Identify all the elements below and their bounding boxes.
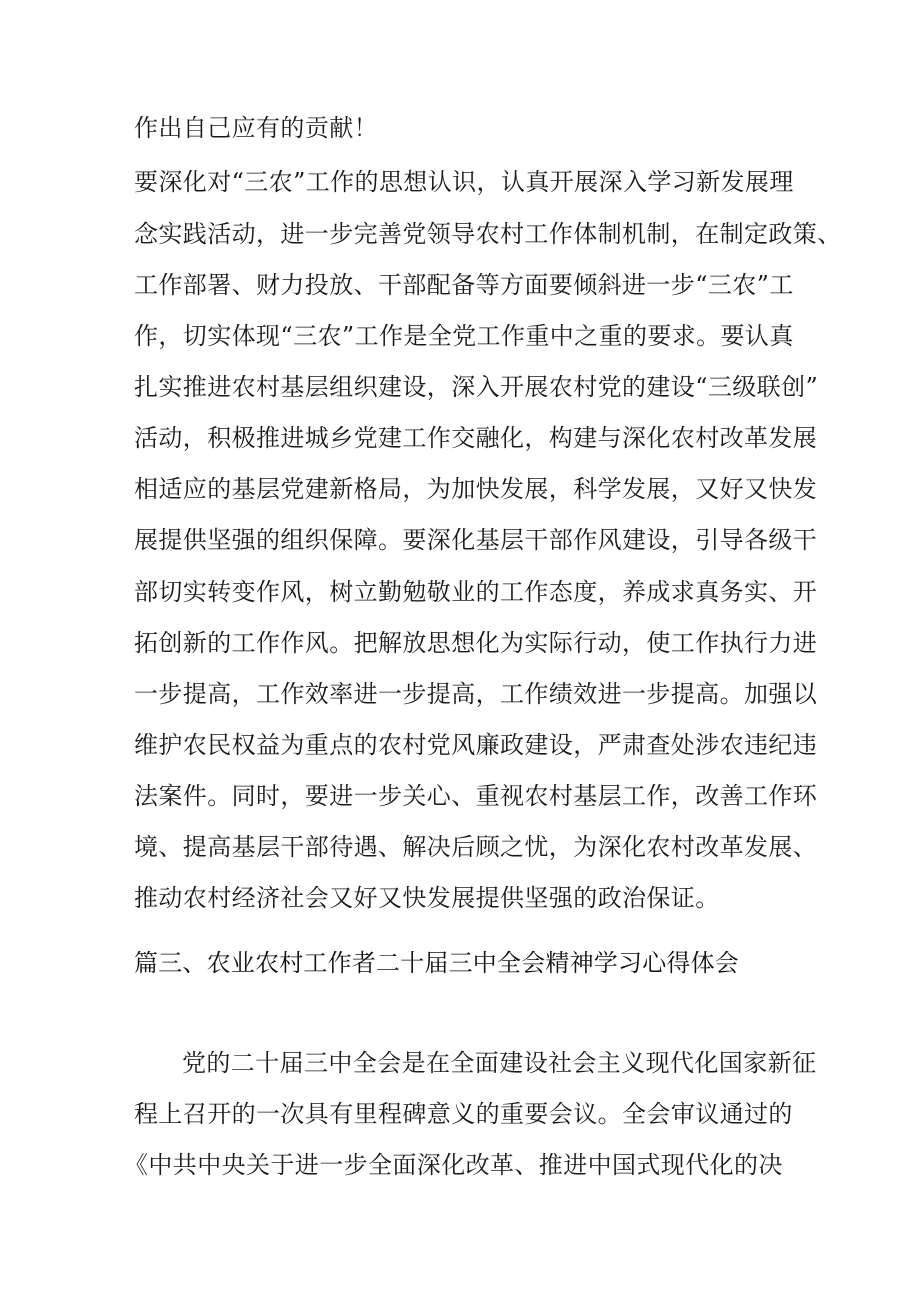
- paragraph-2-line-8: 展提供坚强的组织保障。要深化基层干部作风建设，引导各级干: [134, 526, 818, 554]
- paragraph-2-line-15: 推动农村经济社会又好又快发展提供坚强的政治保证。: [134, 884, 720, 912]
- paragraph-2-line-1: 要深化对“三农”工作的思想认识，认真开展深入学习新发展理: [134, 168, 794, 196]
- paragraph-2-line-10: 拓创新的工作作风。把解放思想化为实际行动，使工作执行力进: [134, 629, 818, 657]
- paragraph-2-line-3: 工作部署、财力投放、干部配备等方面要倾斜进一步“三农”工: [134, 271, 794, 299]
- paragraph-3-line-1: 党的二十届三中全会是在全面建设社会主义现代化国家新征: [182, 1049, 817, 1077]
- paragraph-2-line-11: 一步提高，工作效率进一步提高，工作绩效进一步提高。加强以: [134, 680, 818, 708]
- paragraph-1-line-1: 作出自己应有的贡献！: [134, 114, 378, 142]
- paragraph-2-line-12: 维护农民权益为重点的农村党风廉政建设，严肃查处涉农违纪违: [134, 731, 818, 759]
- paragraph-2-line-4: 作，切实体现“三农”工作是全党工作重中之重的要求。要认真: [134, 322, 794, 350]
- paragraph-2-line-7: 相适应的基层党建新格局，为加快发展，科学发展，又好又快发: [134, 475, 818, 503]
- paragraph-2-line-14: 境、提高基层干部待遇、解决后顾之忧，为深化农村改革发展、: [134, 833, 818, 861]
- paragraph-2-line-13: 法案件。同时，要进一步关心、重视农村基层工作，改善工作环: [134, 782, 818, 810]
- paragraph-2-line-6: 活动，积极推进城乡党建工作交融化，构建与深化农村改革发展: [134, 424, 818, 452]
- paragraph-2-line-9: 部切实转变作风，树立勤勉敬业的工作态度，养成求真务实、开: [134, 578, 818, 606]
- section-heading: 篇三、农业农村工作者二十届三中全会精神学习心得体会: [134, 949, 739, 977]
- paragraph-3-line-3: 《中共中央关于进一步全面深化改革、推进中国式现代化的决: [124, 1151, 783, 1179]
- paragraph-2-line-5: 扎实推进农村基层组织建设，深入开展农村党的建设“三级联创”: [134, 373, 819, 401]
- paragraph-2-line-2: 念实践活动，进一步完善党领导农村工作体制机制，在制定政策、: [134, 220, 842, 248]
- paragraph-3-line-2: 程上召开的一次具有里程碑意义的重要会议。全会审议通过的: [134, 1100, 793, 1128]
